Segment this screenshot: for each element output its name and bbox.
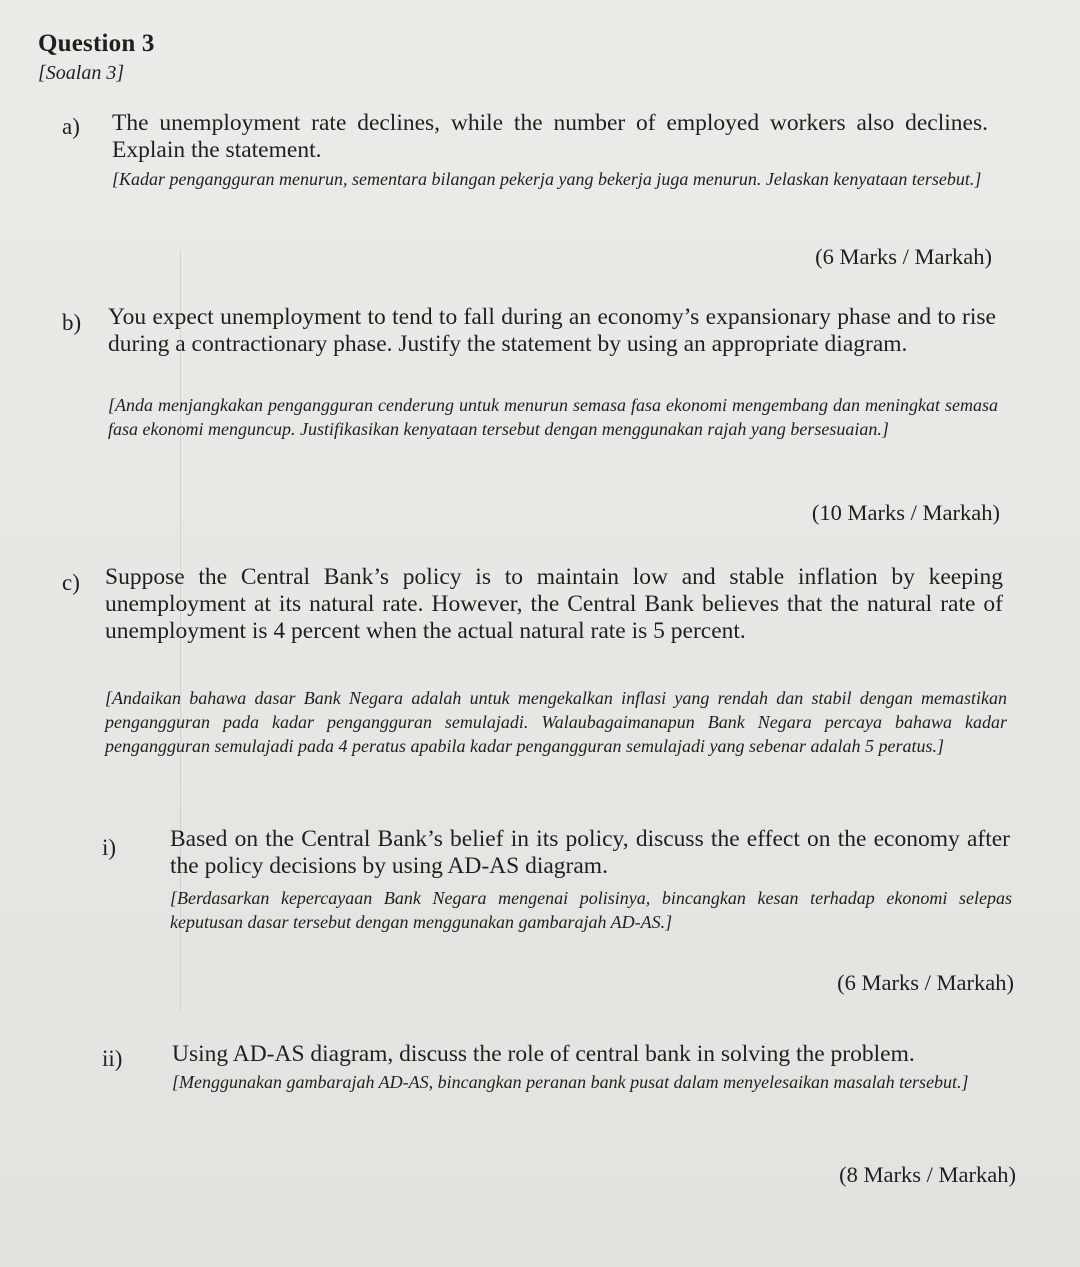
part-c-ii-label: ii) — [102, 1046, 123, 1071]
part-c-i-question-malay: [Berdasarkan kepercayaan Bank Negara mengenai polisinya, bincangkan kesan terhadap ekonomi selepas keputusan dasar tersebut dengan menggunakan gambarajah AD-AS.] — [170, 888, 1012, 932]
part-c-question-malay: [Andaikan bahawa dasar Bank Negara adalah untuk mengekalkan inflasi yang rendah dan stabil dengan memastikan pengangguran pada kadar pengangguran semulajadi. Walaubagaimanapun Bank Negara percaya bahawa kadar pengangguran semulajadi pada 4 peratus apabila kadar pengangguran semulajadi yang sebenar adalah 5 peratus.] — [105, 688, 1007, 756]
part-a-question: The unemployment rate declines, while the number of employed workers also declines. Explain the statement. — [112, 110, 988, 163]
part-c-question: Suppose the Central Bank’s policy is to maintain low and stable inflation by keeping unemployment at its natural rate. However, the Central Bank believes that the natural rate of unemployment is 4 percent when the actual natural rate is 5 percent. — [105, 564, 1003, 644]
part-a-question-malay: [Kadar pengangguran menurun, sementara bilangan pekerja yang bekerja juga menurun. Jelaskan kenyataan tersebut.] — [112, 169, 982, 189]
part-c-i-marks: (6 Marks / Markah) — [837, 970, 1014, 995]
part-b-label: b) — [62, 310, 82, 335]
question-title: Question 3 — [38, 30, 155, 57]
part-a-label: a) — [62, 114, 80, 139]
part-a-marks: (6 Marks / Markah) — [815, 244, 992, 269]
part-b-marks: (10 Marks / Markah) — [811, 500, 1000, 525]
part-c-label: c) — [62, 570, 80, 595]
part-c-ii-marks: (8 Marks / Markah) — [839, 1162, 1016, 1187]
question-title-malay: [Soalan 3] — [38, 62, 125, 84]
part-c-i-question: Based on the Central Bank’s belief in its policy, discuss the effect on the economy after the policy decisions by using AD-AS diagram. — [170, 826, 1010, 879]
part-c-i-label: i) — [102, 835, 117, 860]
part-c-ii-question-malay: [Menggunakan gambarajah AD-AS, bincangkan peranan bank pusat dalam menyelesaikan masalah tersebut.] — [172, 1072, 969, 1092]
part-c-ii-question: Using AD-AS diagram, discuss the role of central bank in solving the problem. — [172, 1041, 915, 1067]
part-b-question: You expect unemployment to tend to fall during an economy’s expansionary phase and to rise during a contractionary phase. Justify the statement by using an appropriate diagram. — [108, 304, 996, 357]
part-b-question-malay: [Anda menjangkakan pengangguran cenderung untuk menurun semasa fasa ekonomi mengembang dan meningkat semasa fasa ekonomi menguncup. Justifikasikan kenyataan tersebut dengan menggunakan rajah yang bersesuaian.] — [108, 395, 998, 439]
